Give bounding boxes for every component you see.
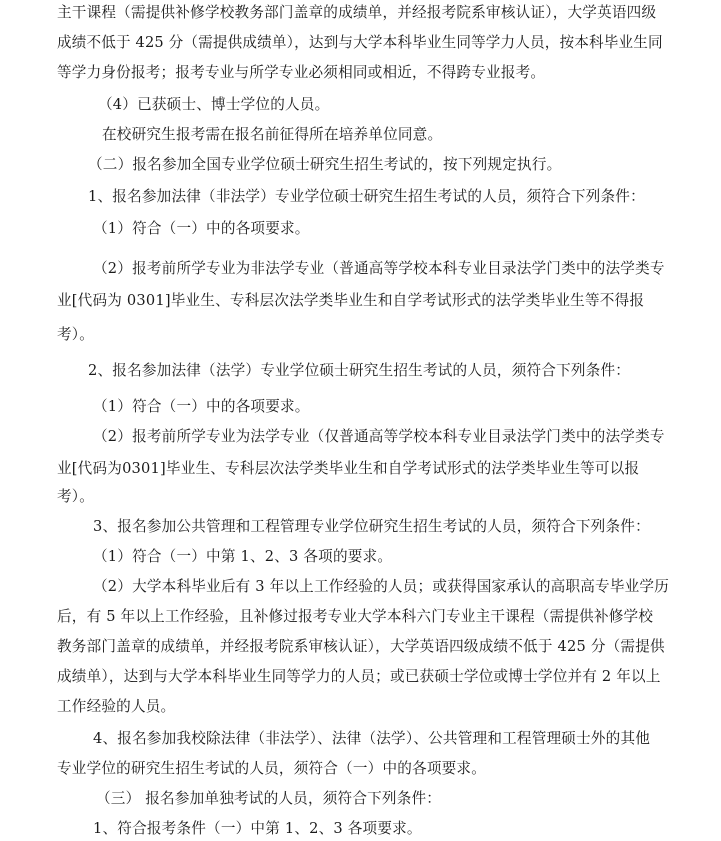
text-line: 4、报名参加我校除法律（非法学）、法律（法学）、公共管理和工程管理硕士外的其他 <box>93 730 651 747</box>
text-line: 考）。 <box>57 326 95 343</box>
text-line: 教务部门盖章的成绩单，并经报考院系审核认证），大学英语四级成绩不低于 425 分（需提供 <box>57 638 665 655</box>
text-line: （二）报名参加全国专业学位硕士研究生招生考试的，按下列规定执行。 <box>88 156 562 173</box>
text-line: 业[代码为 0301]毕业生、专科层次法学类毕业生和自学考试形式的法学类毕业生等不得报 <box>57 292 645 309</box>
text-line: （4）已获硕士、博士学位的人员。 <box>98 96 330 113</box>
text-line: 成绩不低于 425 分（需提供成绩单），达到与大学本科毕业生同等学力人员，按本科毕业生同 <box>57 34 663 51</box>
text-line: （2）报考前所学专业为非法学专业（普通高等学校本科专业目录法学门类中的法学类专 <box>93 260 665 277</box>
text-line: 业[代码为0301]毕业生、专科层次法学类毕业生和自学考试形式的法学类毕业生等可以报 <box>57 460 640 477</box>
text-line: （1）符合（一）中的各项要求。 <box>93 398 310 415</box>
text-line: 专业学位的研究生招生考试的人员，须符合（一）中的各项要求。 <box>57 760 487 777</box>
text-line: （三） 报名参加单独考试的人员，须符合下列条件： <box>96 790 442 807</box>
text-line: （1）符合（一）中的各项要求。 <box>93 220 310 237</box>
text-line: 在校研究生报考需在报名前征得所在培养单位同意。 <box>102 126 443 143</box>
text-line: 工作经验的人员。 <box>57 698 176 715</box>
text-line: 主干课程（需提供补修学校教务部门盖章的成绩单，并经报考院系审核认证），大学英语四级 <box>57 4 657 21</box>
text-line: 1、符合报考条件（一）中第 1、2、3 各项要求。 <box>93 820 422 837</box>
text-line: 考）。 <box>57 488 95 505</box>
text-line: （1）符合（一）中第 1、2、3 各项的要求。 <box>93 548 393 565</box>
text-line: 成绩单），达到与大学本科毕业生同等学力的人员；或已获硕士学位或博士学位并有 2 年以上 <box>57 668 661 685</box>
text-line: 2、报名参加法律（法学）专业学位硕士研究生招生考试的人员，须符合下列条件： <box>88 362 631 379</box>
text-line: （2）大学本科毕业后有 3 年以上工作经验的人员；或获得国家承认的高职高专毕业学历 <box>93 578 670 595</box>
text-line: 1、报名参加法律（非法学）专业学位硕士研究生招生考试的人员，须符合下列条件： <box>88 188 645 205</box>
text-line: （2）报考前所学专业为法学专业（仅普通高等学校本科专业目录法学门类中的法学类专 <box>93 428 665 445</box>
text-line: 等学力身份报考；报考专业与所学专业必须相同或相近，不得跨专业报考。 <box>57 64 546 81</box>
text-line: 后，有 5 年以上工作经验，且补修过报考专业大学本科六门专业主干课程（需提供补修学校 <box>57 608 654 625</box>
text-line: 3、报名参加公共管理和工程管理专业学位研究生招生考试的人员，须符合下列条件： <box>93 518 650 535</box>
